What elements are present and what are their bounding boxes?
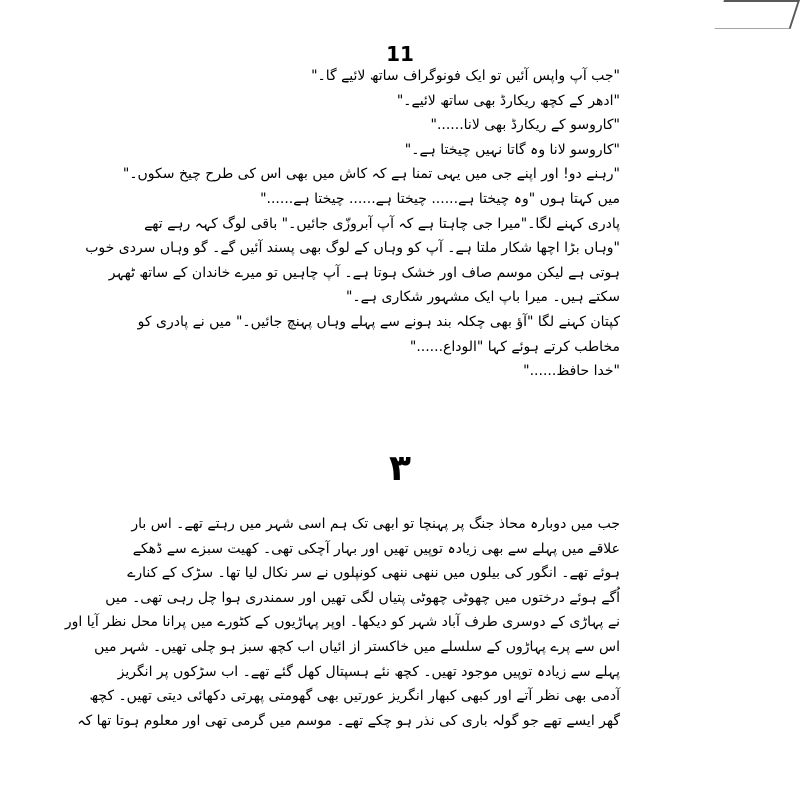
text-line: سکتے ہیں۔ میرا باپ ایک مشہور شکاری ہے۔" — [345, 289, 620, 306]
text-line: "رہنے دو! اور اپنے جی میں یہی تمنا ہے کہ کاش میں بھی اس کی طرح چیخ سکوں۔" — [122, 166, 620, 183]
scan-edge-mark — [715, 0, 800, 29]
text-line: میں کہتا ہوں "وہ چیختا ہے...... چیختا ہے...... چیختا ہے......" — [260, 190, 620, 207]
text-line: ہوئے تھے۔ انگور کی بیلوں میں ننھی ننھی کونپلوں نے سر نکال لیا تھا۔ سڑک کے کنارے — [127, 565, 620, 582]
text-line: پادری کہنے لگا۔"میرا جی چاہتا ہے کہ آپ آبروزّی جائیں۔" باقی لوگ کہہ رہے تھے — [144, 215, 620, 232]
page-number: 11 — [386, 42, 414, 66]
text-line: مخاطب کرتے ہوئے کہا "الوداع......" — [409, 338, 620, 355]
text-line: گھر ایسے تھے جو گولہ باری کی نذر ہو چکے تھے۔ موسم میں گرمی تھی اور معلوم ہوتا تھا کہ — [77, 712, 620, 729]
text-line: نے پہاڑی کے دوسری طرف آباد شہر کو دیکھا۔ اوپر پہاڑیوں کے کٹورے میں پرانا محل نظر آیا اور — [64, 614, 620, 631]
text-line: اُگے ہوئے درختوں میں چھوٹی چھوٹی پتیاں لگی تھیں اور سمندری ہوا چل رہی تھی۔ میں — [105, 589, 620, 606]
chapter-number: ۳ — [389, 448, 411, 489]
dialogue-section — [85, 64, 620, 384]
text-line: ہوتی ہے لیکن موسم صاف اور خشک ہوتا ہے۔ آپ چاہیں تو میرے خاندان کے ساتھ ٹھہر — [108, 264, 620, 281]
text-line: "جب آپ واپس آئیں تو ایک فونوگراف ساتھ لائیے گا۔" — [311, 68, 620, 84]
text-line: آدمی بھی نظر آتے اور کبھی کبھار انگریز عورتیں بھی گھومتی پھرتی دکھائی دیتی تھیں۔ کچھ — [89, 688, 620, 705]
text-line: "وہاں بڑا اچھا شکار ملتا ہے۔ آپ کو وہاں کے لوگ بھی پسند آئیں گے۔ گو وہاں سردی خوب — [85, 240, 620, 257]
text-line: "خدا حافظ......" — [523, 363, 620, 380]
text-line: "کاروسو کے ریکارڈ بھی لانا......" — [430, 117, 620, 134]
text-line: "کاروسو لانا وہ گاتا نہیں چیختا ہے۔" — [404, 141, 620, 158]
narrative-section — [64, 512, 620, 733]
text-line: علاقے میں پہلے سے بھی زیادہ توپیں تھیں اور بہار آچکی تھی۔ کھیت سبزے سے ڈھکے — [132, 540, 620, 557]
text-line: "ادھر کے کچھ ریکارڈ بھی ساتھ لائیے۔" — [396, 92, 620, 109]
text-line: اس سے پرے پہاڑوں کے سلسلے میں خاکستر از ائیاں اب کچھ سبز ہو چلی تھیں۔ شہر میں — [94, 638, 620, 655]
text-line: پہلے سے زیادہ توپیں موجود تھیں۔ کچھ نئے ہسپتال کھل گئے تھے۔ اب سڑکوں پر انگریز — [117, 663, 620, 680]
text-line: کپتان کہنے لگا "آؤ بھی چکلہ بند ہونے سے پہلے وہاں پہنچ جائیں۔" میں نے پادری کو — [137, 313, 620, 330]
text-line: جب میں دوبارہ محاذ جنگ پر پہنچا تو ابھی تک ہم اسی شہر میں رہتے تھے۔ اس بار — [131, 516, 620, 532]
